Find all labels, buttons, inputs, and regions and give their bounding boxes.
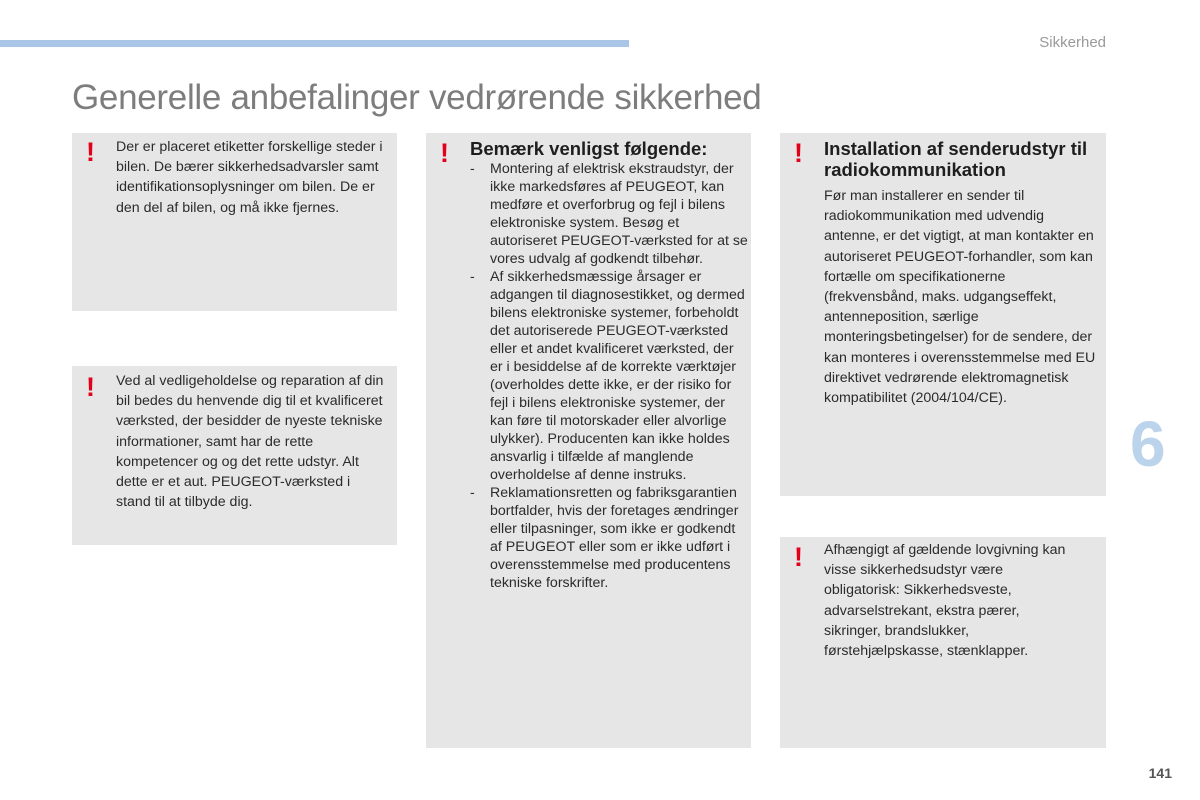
warning-icon: ! — [86, 137, 95, 167]
maintenance-warning-box — [72, 366, 397, 545]
notice-list — [470, 160, 748, 592]
header-accent-bar — [0, 40, 629, 47]
radio-heading: Installation af senderudstyr til radiokommunikation — [824, 138, 1088, 180]
list-item: - Af sikkerhedsmæssige årsager er adgangen til diagnosestikket, og dermed bilens elektroniske systemer, forbeholdt det autoriserede PEUGEOT-værksted eller et andet kvalificeret værksted, der er i besiddelse af de korrekte værktøjer (overholdes dette ikke, er der risiko for fejl i bilens elektroniske systemer, der kan føre til motorskader eller alvorlige ulykker). Producenten kan ikke holdes ansvarlig i tilfælde af manglende overholdelse af denne instruks. — [470, 268, 748, 484]
page-title: Generelle anbefalinger vedrørende sikkerhed — [72, 78, 762, 117]
page-number: 141 — [1148, 765, 1172, 781]
radio-warning-text: Før man installerer en sender til radiokommunikation med udvendig antenne, er det vigtigt, at man kontakter en autoriseret PEUGEOT-forhandler, som kan fortælle om specifikationerne (frekvensbånd, maks. udgangseffekt, antenneposition, særlige monteringsbetingelser) for de sendere, der kan monteres i overensstemmelse med EU direktivet vedrørende elektromagnetisk kompatibilitet (2004/104/CE). — [824, 188, 1096, 407]
legislation-warning-box — [780, 537, 1106, 748]
radio-warning-box — [780, 133, 1106, 496]
warning-icon: ! — [440, 138, 449, 168]
warning-icon: ! — [794, 542, 803, 572]
warning-icon: ! — [86, 372, 95, 402]
warning-icon: ! — [794, 138, 803, 168]
notice-warning-box — [426, 133, 751, 748]
maintenance-warning-text: Ved al vedligeholdelse og reparation af din bil bedes du henvende dig til et kvalificeret værksted, der besidder de nyeste tekniske informationer, samt har de rette kompetencer og og det rette udstyr. Alt dette er et aut. PEUGEOT-værksted i stand til at tilbyde dig. — [116, 373, 384, 511]
labels-warning-box — [72, 133, 397, 311]
list-item: - Reklamationsretten og fabriksgarantien bortfalder, hvis der foretages ændringer eller tilpasninger, som ikke er godkendt af PEUGEOT eller som er ikke udført i overensstemmelse med producentens tekniske forskrifter. — [470, 484, 748, 592]
chapter-number: 6 — [1130, 408, 1166, 480]
labels-warning-text: Der er placeret etiketter forskellige steder i bilen. De bærer sikkerhedsadvarsler samt identifikationsoplysninger om bilen. De er den del af bilen, og må ikke fjernes. — [116, 139, 383, 216]
section-label: Sikkerhed — [1039, 34, 1106, 51]
notice-heading: Bemærk venligst følgende: — [470, 138, 708, 159]
legislation-warning-text: Afhængigt af gældende lovgivning kan visse sikkerhedsudstyr være obligatorisk: Sikkerhedsveste, advarselstrekant, ekstra pærer, sikringer, brandslukker, førstehjælpskasse, stænklapper. — [824, 542, 1066, 660]
list-item: - Montering af elektrisk ekstraudstyr, der ikke markedsføres af PEUGEOT, kan medføre et overforbrug og fejl i bilens elektroniske system. Besøg et autoriseret PEUGEOT-værksted for at se vores udvalg af godkendt tilbehør. — [470, 160, 748, 268]
